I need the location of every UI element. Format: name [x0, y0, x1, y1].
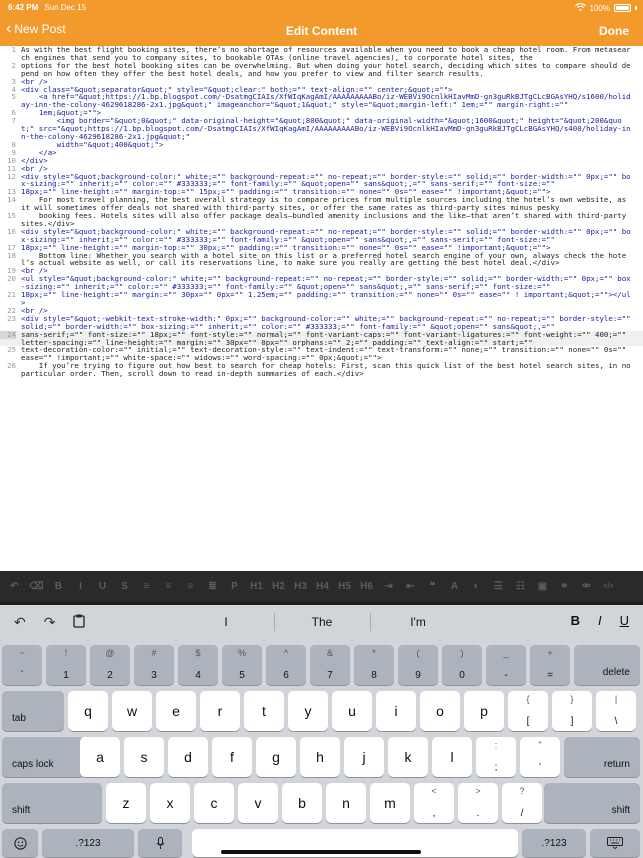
key-char: 7 — [327, 670, 333, 681]
keyboard-dismiss-icon[interactable] — [590, 829, 640, 857]
key-n[interactable]: n — [326, 783, 366, 823]
return-key[interactable]: return — [564, 737, 640, 777]
code-text: booking fees. Hotels sites will also offer package deals—bundled amenity inclusions and the like—that aren’t shared with third-party sites.</div> — [21, 211, 631, 228]
microphone-icon[interactable] — [138, 829, 182, 857]
back-label: New Post — [14, 22, 66, 36]
line-number: 25 — [7, 345, 16, 355]
line-number: 14 — [7, 195, 16, 205]
key-i[interactable]: i — [376, 691, 416, 731]
line-number: 5 — [11, 92, 16, 102]
line-number: 13 — [7, 187, 16, 197]
format-toolbar — [0, 571, 643, 605]
code-line[interactable] — [0, 46, 643, 62]
text-color-icon[interactable]: A — [450, 581, 459, 592]
key-7[interactable] — [310, 645, 350, 685]
key-char: , — [432, 808, 436, 819]
key-char: ' — [539, 762, 541, 773]
key-9[interactable] — [398, 645, 438, 685]
key-3[interactable] — [134, 645, 174, 685]
code-text: <img border="&quot;0&quot;" data-original-height="&quot;800&quot;" data-original-width="&quot;1600&quot;" height="&quot;200&quot;" src="&quot;https://1.bp.blogspot.com/-DsatmgCIAIs/XfWIqKagAmI/AAAAAAAAABo/iz-WEBVi9OcnlkHIavMmD-gn3guRkBJTgCLcBGAsYHQ/s400/holiday-inn-the-colony-4629618286-2x1.jpg&quot;" — [21, 116, 631, 141]
code-line[interactable] — [0, 331, 643, 347]
key-1[interactable] — [46, 645, 86, 685]
code-text: <div style="&quot;background-color:" white;="" background-repeat:="" no-repeat;="" border-style:="" solid;="" border-width:="" 0px;="" box-sizing:="" inherit;="" color:="" #333333;="" font-family:="" &quot;open="" sans&quot;,="" sans-serif;="" font-size:="" — [21, 171, 631, 189]
nav-bar — [0, 0, 643, 46]
code-line[interactable] — [0, 157, 643, 165]
key-alt-char: * — [372, 648, 376, 658]
code-line[interactable] — [0, 252, 643, 268]
key-m[interactable]: m — [370, 783, 410, 823]
code-line[interactable] — [0, 275, 643, 291]
key-[[interactable] — [508, 691, 548, 731]
line-number: 4 — [11, 84, 16, 94]
key-y[interactable]: y — [288, 691, 328, 731]
line-number: 3 — [11, 76, 16, 86]
key-z[interactable]: z — [106, 783, 146, 823]
align-center-icon[interactable]: ≡ — [165, 581, 172, 592]
line-number: 17 — [7, 242, 16, 252]
line-number: 7 — [11, 116, 16, 126]
key-char: / — [520, 808, 524, 819]
key-char: 5 — [239, 670, 245, 681]
code-text: </div> — [21, 155, 48, 165]
key-char: 9 — [415, 670, 421, 681]
italic-icon[interactable]: I — [79, 581, 82, 592]
line-number: 21 — [7, 290, 16, 300]
tab-key[interactable]: tab — [2, 691, 64, 731]
key-v[interactable]: v — [238, 783, 278, 823]
h5-icon[interactable]: H5 — [338, 581, 351, 592]
key-e[interactable]: e — [156, 691, 196, 731]
key-char: 0 — [459, 670, 465, 681]
line-number: 9 — [11, 147, 16, 157]
code-line[interactable] — [0, 291, 643, 307]
html-code-editor[interactable] — [0, 46, 643, 571]
key-\[interactable] — [596, 691, 636, 731]
key-r[interactable]: r — [200, 691, 240, 731]
code-text: options for the best hotel booking sites can be overwhelming. But when doing your hotel search, deciding which sites to compare should depend on how often they offer the best hotel deals, and how you prefer to view and filter search results. — [21, 60, 631, 78]
key-h[interactable]: h — [300, 737, 340, 777]
quote-icon[interactable]: ❝ — [429, 581, 436, 592]
key-alt-char: _ — [503, 648, 509, 658]
numbers-key[interactable]: .?123 — [42, 829, 134, 857]
key-char: \ — [614, 716, 618, 727]
key-p[interactable]: p — [464, 691, 504, 731]
h3-icon[interactable]: H3 — [294, 581, 307, 592]
link-icon[interactable]: ⚭ — [560, 581, 569, 592]
code-text: <br /> — [21, 76, 48, 86]
unlink-icon[interactable]: ⚮ — [582, 581, 591, 592]
key-alt-char: % — [237, 648, 246, 658]
outdent-icon[interactable]: ⇤ — [406, 581, 415, 592]
undo-icon[interactable]: ↶ — [10, 581, 19, 592]
battery-icon — [614, 4, 631, 12]
key-char: ` — [20, 670, 24, 681]
key-alt-char: > — [475, 786, 481, 796]
suggestion-word[interactable]: I'm — [410, 615, 426, 629]
suggestion-word[interactable]: I — [224, 615, 228, 629]
code-text: <div style="&quot;-webkit-text-stroke-width:" 0px;="" background-color:="" white;="" background-repeat:="" no-repeat;="" border-style:="" solid;="" border-width:="" box-sizing:="" inherit;="" color:="" #333333;="" font-family:="" &quot;open="" sans&quot;,="" — [21, 313, 636, 331]
indent-icon[interactable]: ⇥ — [384, 581, 393, 592]
code-text: width="&quot;400&quot;"> — [21, 139, 164, 149]
line-number: 19 — [7, 266, 16, 276]
code-text: sans-serif;="" font-size:="" 18px;="" font-style:="" normal;="" font-variant-caps:="" font-variant-ligatures:="" font-weight:="" 400;="" letter-spacing:="" line-height:="" margin:="" 30px="" 0px="" orphans:="" 2;="" padding:="" text-align:="" start;="" — [21, 329, 631, 347]
key-4[interactable] — [178, 645, 218, 685]
line-number: 26 — [7, 361, 16, 371]
code-text: <ul style="&quot;background-color:" white;="" background-repeat:="" no-repeat;="" border-style:="" solid;="" border-width:="" 0px;="" box-sizing:="" inherit;="" color:="" #333333;="" font-family:="" &quot;open="" sans&quot;,="" sans-serif;="" font-size:="" — [21, 274, 631, 292]
key-alt-char: ? — [519, 786, 525, 796]
bullet-list-icon[interactable]: ☰ — [494, 581, 503, 592]
justify-icon[interactable]: ≣ — [208, 581, 217, 592]
line-number: 18 — [7, 250, 16, 260]
italic-button[interactable]: I — [597, 613, 602, 628]
delete-key[interactable]: delete — [574, 645, 640, 685]
home-indicator — [221, 850, 421, 854]
key-6[interactable] — [266, 645, 306, 685]
code-line[interactable] — [0, 315, 643, 331]
line-number: 16 — [7, 226, 16, 236]
done-button[interactable]: Done — [599, 24, 629, 38]
code-line[interactable] — [0, 62, 643, 78]
code-line[interactable] — [0, 117, 643, 141]
h6-icon[interactable]: H6 — [360, 581, 373, 592]
key-alt-char: : — [494, 740, 498, 750]
code-line[interactable] — [0, 212, 643, 228]
key-l[interactable]: l — [432, 737, 472, 777]
key-char: 2 — [107, 670, 113, 681]
key-alt-char: ! — [64, 648, 68, 658]
shift-right-key[interactable]: shift — [544, 783, 640, 823]
key-o[interactable]: o — [420, 691, 460, 731]
key-][interactable] — [552, 691, 592, 731]
key-alt-char: } — [570, 694, 574, 704]
code-line[interactable] — [0, 346, 643, 362]
key-alt-char: & — [326, 648, 333, 658]
key-alt-char: { — [526, 694, 530, 704]
undo-icon[interactable]: ↶ — [14, 614, 26, 630]
code-text: 18px;="" line-height:="" margin:="" 30px="" 0px="" 1.25em;="" padding:="" transition:="" none="" 0s="" ease="" ! important;&quot;=""></ul> — [21, 290, 631, 307]
key-.[interactable] — [458, 783, 498, 823]
paste-icon[interactable] — [73, 614, 85, 631]
emoji-icon[interactable] — [2, 829, 38, 857]
key-w[interactable]: w — [112, 691, 152, 731]
key-'[interactable] — [520, 737, 560, 777]
key-char: [ — [526, 716, 530, 727]
key-alt-char: # — [151, 648, 157, 658]
key--[interactable] — [486, 645, 526, 685]
key-u[interactable]: u — [332, 691, 372, 731]
code-text: <div class="&quot;separator&quot;" style="&quot;clear:" both;="" text-align:="" center;&quot;=""> — [21, 84, 453, 94]
key-alt-char: | — [614, 694, 618, 704]
key-a[interactable]: a — [80, 737, 120, 777]
align-left-icon[interactable]: ≡ — [143, 581, 150, 592]
chevron-left-icon: ‹ — [6, 20, 12, 37]
line-number: 22 — [7, 305, 16, 315]
line-number: 23 — [7, 313, 16, 323]
page-title: Edit Content — [285, 24, 358, 38]
highlight-icon[interactable]: ◐ — [473, 581, 480, 592]
key-alt-char: ~ — [19, 648, 25, 658]
suggestion-word[interactable]: The — [311, 615, 333, 629]
key-char: 3 — [151, 670, 157, 681]
key-d[interactable]: d — [168, 737, 208, 777]
line-number: 10 — [7, 155, 16, 165]
key-,[interactable] — [414, 783, 454, 823]
code-text: text-decoration-color:="" initial;="" text-decoration-style:="" text-indent:="" text-transform:="" none;="" transition:="" none="" 0s="" ease="" !important;="" white-space:="" widows:="" word-spacing:="" 0px;&quot;=""> — [21, 345, 631, 363]
key-char: = — [547, 670, 553, 681]
paragraph-icon[interactable]: P — [231, 581, 238, 592]
key-8[interactable] — [354, 645, 394, 685]
key-g[interactable]: g — [256, 737, 296, 777]
underline-icon[interactable]: U — [98, 581, 107, 592]
key-char: ] — [570, 716, 574, 727]
h1-icon[interactable]: H1 — [250, 581, 263, 592]
code-line[interactable] — [0, 141, 643, 149]
key-char: 6 — [283, 670, 289, 681]
key-alt-char: + — [547, 648, 553, 658]
h4-icon[interactable]: H4 — [316, 581, 329, 592]
code-line[interactable] — [0, 93, 643, 109]
code-text: <div style="&quot;background-color:" white;="" background-repeat:="" no-repeat;="" border-style:="" solid;="" border-width:="" 0px;="" box-sizing:="" inherit;="" color:="" #333333;="" font-family:="" &quot;open="" sans&quot;,="" sans-serif;="" font-size:="" — [21, 226, 631, 244]
bold-button[interactable]: B — [570, 613, 580, 628]
key-;[interactable] — [476, 737, 516, 777]
status-date: Sun Dec 15 — [44, 3, 87, 12]
code-text: 18px;="" line-height:="" margin-top:="" 30px;="" padding:="" transition:="" none="" 0s="" ease="" !important;&quot;=""> — [21, 242, 551, 252]
key-5[interactable] — [222, 645, 262, 685]
code-text: As with the best flight booking sites, there’s no shortage of resources available when you need to book a cheap hotel room. From metasearch engines that send you to company sites, to bookable OTAs (online travel agencies), to corporate hotel sites, the — [21, 46, 631, 62]
key-char: - — [504, 670, 508, 681]
numbered-list-icon[interactable]: ☷ — [516, 581, 525, 592]
line-number: 2 — [11, 60, 16, 70]
key-x[interactable]: x — [150, 783, 190, 823]
key-k[interactable]: k — [388, 737, 428, 777]
code-icon[interactable]: </> — [603, 583, 614, 590]
key-alt-char: ) — [460, 648, 464, 658]
key-char: 4 — [195, 670, 201, 681]
code-text: For most travel planning, the best overall strategy is to compare prices from multiple sources including the hotel’s own website, as it will sometimes offer deals not shared with third-party sites, or offer the same rates as third-party sites minus pesky — [21, 195, 631, 213]
code-text: <br /> — [21, 266, 48, 276]
key-char: 8 — [371, 670, 377, 681]
code-line[interactable] — [0, 196, 643, 212]
code-text: <br /> — [21, 305, 48, 315]
key-0[interactable] — [442, 645, 482, 685]
suggestion-bar — [0, 605, 643, 639]
numbers-key-right[interactable]: .?123 — [522, 829, 586, 857]
code-text: </a> — [21, 147, 57, 157]
eraser-icon[interactable]: ⌫ — [29, 581, 44, 592]
status-time: 6:42 PM — [8, 3, 39, 12]
key-char: ; — [494, 762, 498, 773]
strikethrough-icon[interactable]: S — [121, 581, 128, 592]
align-right-icon[interactable]: ≡ — [187, 581, 194, 592]
caps-lock-key[interactable]: caps lock — [2, 737, 84, 777]
key-=[interactable] — [530, 645, 570, 685]
code-line[interactable] — [0, 149, 643, 157]
key-char: 1 — [63, 670, 69, 681]
underline-button[interactable]: U — [619, 613, 629, 628]
code-text: 18px;="" line-height:="" margin-top:="" 15px;="" padding:="" transition:="" none="" 0s="" ease="" !important;&quot;=""> — [21, 187, 551, 197]
code-text: <a href="&quot;https://1.bp.blogspot.com/-DsatmgCIAIs/XfWIqKagAmI/AAAAAAAAABo/iz-WEBVi9OcnlkHIavMmD-gn3guRkBJTgCLcBGAsYHQ/s1600/holiday-inn-the-colony-4629618286-2x1.jpg&quot;" imageanchor="&quot;1&quot;" style="&quot;margin-left:" 1em;="" margin-right:="" — [21, 92, 631, 110]
code-line[interactable] — [0, 228, 643, 244]
h2-icon[interactable]: H2 — [272, 581, 285, 592]
keyboard — [0, 639, 643, 858]
code-line[interactable] — [0, 362, 643, 378]
key-alt-char: ^ — [283, 648, 289, 658]
image-icon[interactable]: ▣ — [537, 581, 548, 592]
line-number: 1 — [11, 46, 16, 54]
key-c[interactable]: c — [194, 783, 234, 823]
line-number: 6 — [11, 108, 16, 118]
key-char: . — [476, 808, 480, 819]
code-line[interactable] — [0, 173, 643, 189]
key-alt-char: @ — [105, 648, 115, 658]
line-number: 8 — [11, 139, 16, 149]
key-q[interactable]: q — [68, 691, 108, 731]
line-number: 20 — [7, 274, 16, 284]
line-number: 11 — [7, 163, 16, 173]
key-t[interactable]: t — [244, 691, 284, 731]
line-number: 24 — [0, 331, 16, 339]
key-alt-char: ( — [416, 648, 420, 658]
key-alt-char: < — [431, 786, 437, 796]
redo-icon[interactable]: ↷ — [43, 614, 56, 630]
code-text: If you’re trying to figure out how best to search for cheap hotels: First, scan this quick list of the best hotel search sites, in no particular order. Then, scroll down to read in-depth summaries of each.</div> — [21, 361, 636, 379]
wifi-icon — [575, 3, 586, 13]
key-f[interactable]: f — [212, 737, 252, 777]
key-j[interactable]: j — [344, 737, 384, 777]
key-`[interactable] — [2, 645, 42, 685]
bold-icon[interactable]: B — [54, 581, 63, 592]
status-bar — [0, 0, 643, 16]
shift-left-key[interactable]: shift — [2, 783, 102, 823]
battery-percent: 100% — [589, 3, 610, 13]
key-b[interactable]: b — [282, 783, 322, 823]
key-2[interactable] — [90, 645, 130, 685]
code-text: 1em;&quot;=""> — [21, 108, 102, 118]
key-alt-char: " — [538, 740, 542, 750]
key-s[interactable]: s — [124, 737, 164, 777]
code-text: <br /> — [21, 163, 48, 173]
key-/[interactable] — [502, 783, 542, 823]
key-alt-char: $ — [195, 648, 201, 658]
code-text: Bottom line: Whether you search with a hotel site on this list or a preferred hotel search engine of your own, always check the hotel’s actual website as well, or call its reservations line, to make sure you really are getting the best hotel deal.</div> — [21, 250, 627, 268]
line-number: 12 — [7, 171, 16, 181]
line-number: 15 — [7, 211, 16, 221]
